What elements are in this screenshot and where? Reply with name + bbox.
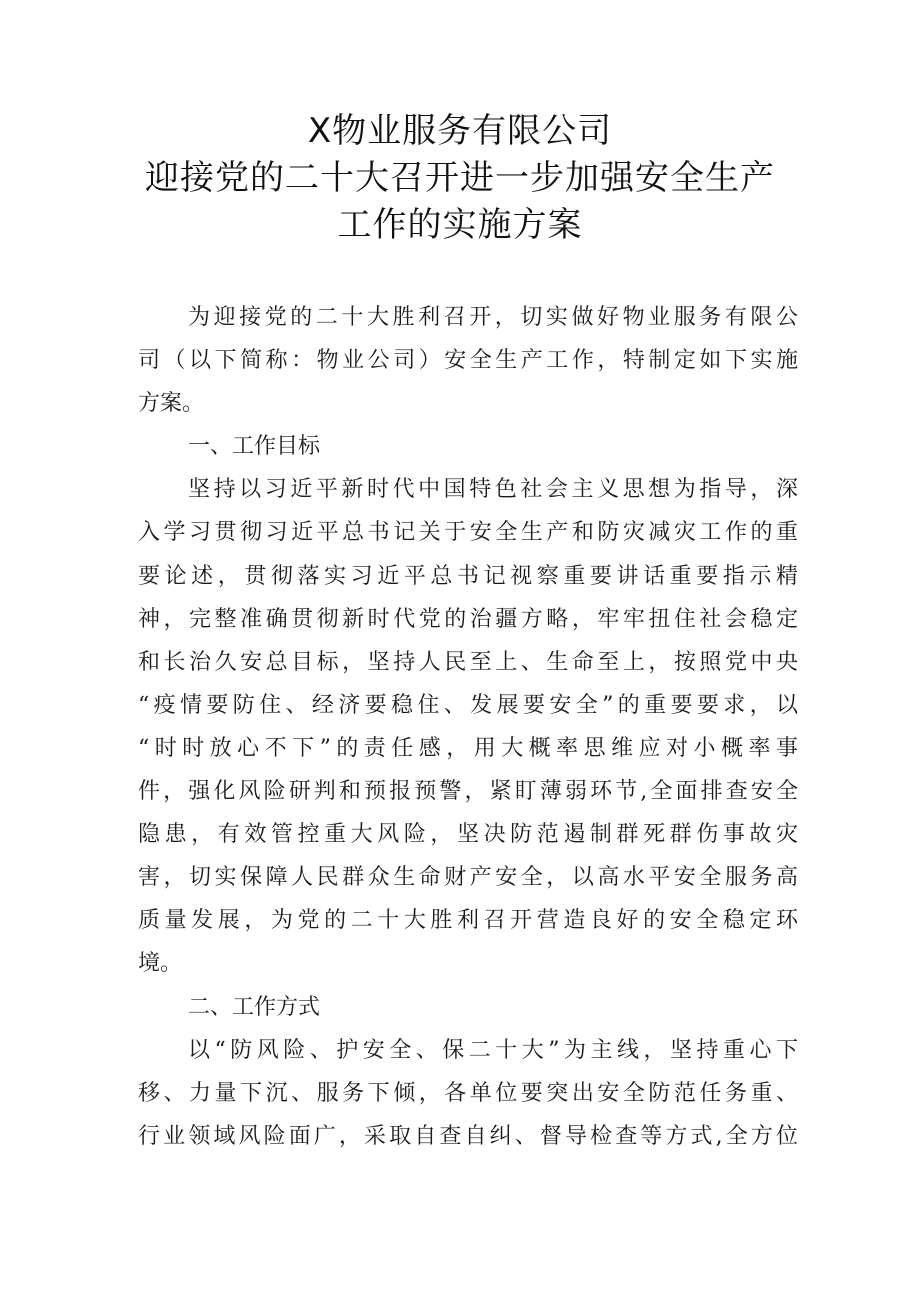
paragraph-line: 以“防风险、护安全、保二十大”为主线，坚持重心下 — [188, 1037, 798, 1063]
paragraph-line: 境。 — [138, 951, 183, 977]
paragraph-line: 为迎接党的二十大胜利召开，切实做好物业服务有限公 — [188, 305, 798, 330]
paragraph-line: 行业领域风险面广，采取自查自纠、督导检查等方式,全方位 — [138, 1123, 798, 1149]
paragraph-line: 司（以下简称：物业公司）安全生产工作，特制定如下实施 — [138, 348, 798, 374]
paragraph-line: 移、力量下沉、服务下倾，各单位要突出安全防范任务重、 — [138, 1080, 798, 1106]
paragraph-line: 方案。 — [138, 391, 205, 417]
document-title — [0, 108, 920, 249]
paragraph-line: 入学习贯彻习近平总书记关于安全生产和防灾减灾工作的重 — [138, 520, 798, 546]
document-body — [138, 296, 798, 1158]
title-line-subject: 迎接党的二十大召开进一步加强安全生产 — [145, 158, 775, 198]
paragraph-line: 坚持以习近平新时代中国特色社会主义思想为指导，深 — [188, 477, 798, 503]
paragraph-line: 质量发展，为党的二十大胜利召开营造良好的安全稳定环 — [138, 908, 798, 934]
title-line-plan: 工作的实施方案 — [337, 205, 583, 245]
paragraph-line: 和长治久安总目标，坚持人民至上、生命至上，按照党中央 — [138, 649, 798, 675]
paragraph-line: 要论述，贯彻落实习近平总书记视察重要讲话重要指示精 — [138, 563, 798, 589]
paragraph-line: 神，完整准确贯彻新时代党的治疆方略，牢牢扭住社会稳定 — [138, 606, 798, 632]
paragraph-line: 害，切实保障人民群众生命财产安全，以高水平安全服务高 — [138, 865, 798, 891]
paragraph-line: “时时放心不下”的责任感，用大概率思维应对小概率事 — [138, 735, 798, 761]
paragraph-line: 件，强化风险研判和预报预警，紧盯薄弱环节,全面排查安全 — [138, 779, 798, 805]
section-heading-methods: 二、工作方式 — [188, 994, 321, 1020]
title-line-company: X物业服务有限公司 — [307, 111, 613, 151]
paragraph-line: 隐患，有效管控重大风险，坚决防范遏制群死群伤事故灾 — [138, 822, 798, 848]
paragraph-line: “疫情要防住、经济要稳住、发展要安全”的重要要求，以 — [138, 692, 798, 718]
section-heading-goals: 一、工作目标 — [188, 434, 321, 460]
